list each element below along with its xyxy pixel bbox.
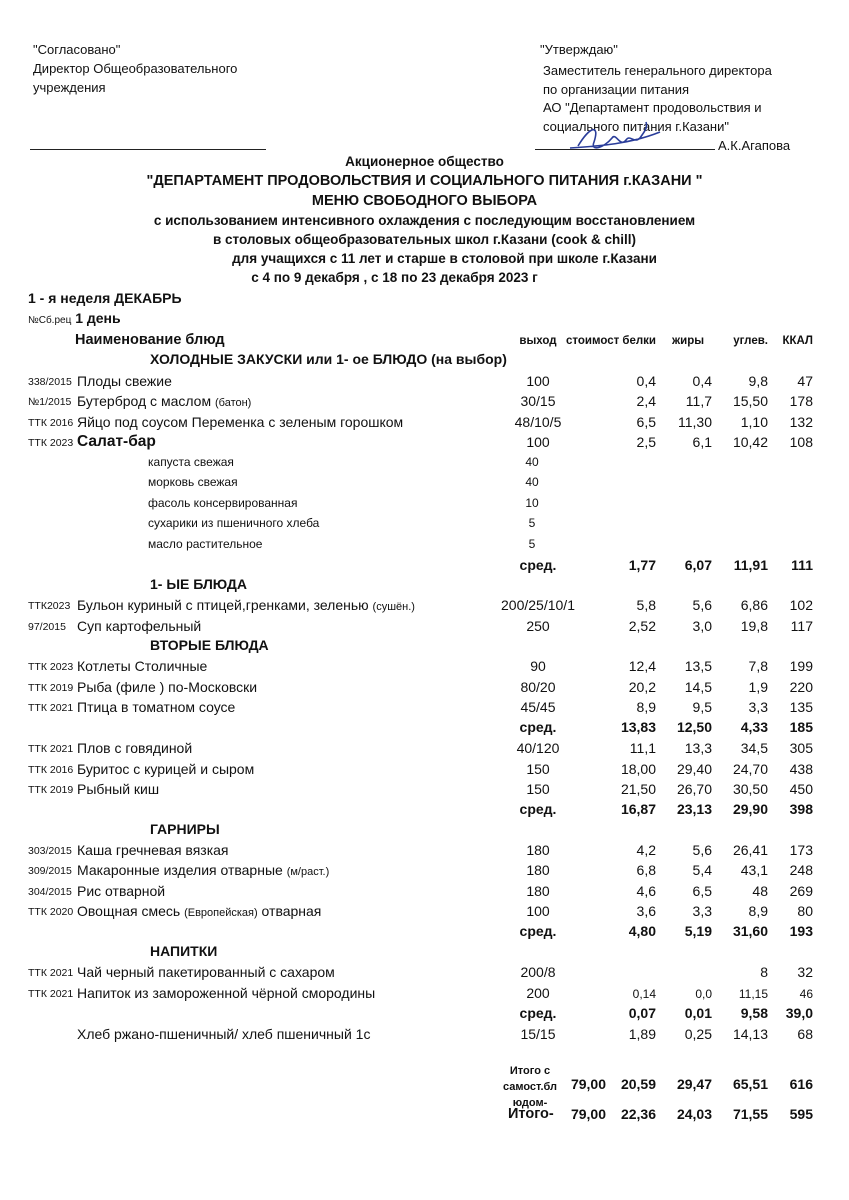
kcal: 178	[789, 393, 813, 409]
dish-name	[77, 903, 321, 919]
section-header	[0, 637, 849, 657]
dish-name	[150, 943, 217, 959]
col-cost: стоимост	[566, 335, 620, 347]
dish-name	[77, 883, 165, 899]
recipe-code: ТТК 2021	[28, 743, 74, 755]
kcal: 46	[799, 987, 813, 1001]
fat: 9,5	[692, 699, 712, 715]
dish-name-text: фасоль консервированная	[148, 496, 298, 510]
table-row	[0, 964, 849, 984]
portion-output: сред.	[519, 801, 557, 817]
average-row	[0, 1005, 849, 1025]
fat: 5,19	[684, 923, 712, 939]
header-line6: для учащихся с 11 лет и старше в столовой при школе г.Казани	[232, 251, 657, 266]
recipe-code: ТТК 2019	[28, 784, 74, 796]
protein: 12,4	[628, 658, 656, 674]
carbs: 30,50	[732, 781, 768, 797]
portion-output: 40	[525, 455, 539, 469]
protein: 8,9	[636, 699, 656, 715]
dish-note: (Европейская)	[184, 907, 258, 919]
dish-name	[77, 433, 156, 451]
signature-icon	[560, 118, 680, 158]
average-row	[0, 557, 849, 577]
recipe-code: 338/2015	[28, 376, 72, 388]
dish-note: (м/раст.)	[286, 866, 330, 878]
approval-right-line3: АО "Департамент продовольствия и	[543, 100, 762, 115]
portion-output: 30/15	[520, 393, 556, 409]
kcal: 39,0	[785, 1005, 813, 1021]
fat: 3,3	[692, 903, 712, 919]
kcal: 220	[789, 679, 813, 695]
carbs: 48	[752, 883, 768, 899]
dish-name-text: 1- ЫЕ БЛЮДА	[150, 576, 247, 592]
dish-name-text: Салат-бар	[77, 433, 156, 450]
dish-name	[77, 393, 251, 409]
recipe-code: 304/2015	[28, 886, 72, 898]
salad-component-row	[0, 516, 849, 536]
portion-output: 40	[525, 475, 539, 489]
portion-output: 40/120	[516, 740, 560, 756]
carbs: 24,70	[732, 761, 768, 777]
carbs: 3,3	[748, 699, 768, 715]
protein: 11,1	[629, 740, 656, 756]
fat: 26,70	[676, 781, 712, 797]
total-fat: 24,03	[676, 1106, 712, 1122]
dish-name	[150, 576, 247, 592]
recipe-code: ТТК 2021	[28, 967, 74, 979]
protein: 6,5	[636, 414, 656, 430]
kcal: 47	[797, 373, 813, 389]
kcal: 248	[789, 862, 813, 878]
portion-output: 200/25/10/1	[501, 597, 575, 613]
table-row	[0, 862, 849, 882]
table-row	[0, 618, 849, 638]
table-row	[0, 903, 849, 923]
total-self-label-2: самост.бл	[502, 1081, 558, 1093]
dish-note: (батон)	[214, 397, 252, 409]
fat: 0,01	[684, 1005, 712, 1021]
portion-output: 10	[525, 496, 539, 510]
dish-name-text: Яйцо под соусом Переменка с зеленым горошком	[77, 414, 404, 430]
portion-output: 5	[528, 537, 536, 551]
table-row	[0, 414, 849, 434]
recipe-code: ТТК 2016	[28, 764, 74, 776]
carbs: 8,9	[748, 903, 768, 919]
dish-name	[77, 964, 335, 980]
protein: 2,5	[636, 434, 656, 450]
recipe-code: 303/2015	[28, 845, 72, 857]
fat: 6,07	[684, 557, 712, 573]
dish-name-text: Суп картофельный	[77, 618, 202, 634]
col-kcal: ККАЛ	[782, 335, 813, 347]
dish-name	[77, 618, 201, 634]
dish-name-text: Каша гречневая вязкая	[77, 842, 229, 858]
dish-name-text: Рыбный киш	[77, 781, 160, 797]
recipe-code: 309/2015	[28, 865, 72, 877]
fat: 0,4	[692, 373, 712, 389]
dish-name-text: НАПИТКИ	[150, 943, 218, 959]
protein: 0,14	[632, 987, 656, 1001]
carbs: 34,5	[740, 740, 768, 756]
approval-left-title: "Согласовано"	[33, 42, 121, 57]
portion-output: 180	[526, 862, 550, 878]
portion-output: 180	[526, 883, 550, 899]
dish-name	[77, 414, 403, 430]
dish-name	[77, 699, 235, 715]
dish-name-text: Плов с говядиной	[77, 740, 193, 756]
table-row	[0, 985, 849, 1005]
total-self-kcal: 616	[789, 1076, 813, 1092]
fat: 6,5	[692, 883, 712, 899]
kcal: 173	[789, 842, 813, 858]
kcal: 199	[789, 658, 813, 674]
carbs: 19,8	[740, 618, 768, 634]
portion-output: 200	[526, 985, 550, 1001]
portion-output: 15/15	[520, 1026, 556, 1042]
table-row	[0, 597, 849, 617]
protein: 4,6	[636, 883, 656, 899]
table-row	[0, 1026, 849, 1046]
fat: 29,40	[676, 761, 712, 777]
portion-output: 250	[526, 618, 550, 634]
dish-name-text: Чай черный пакетированный с сахаром	[77, 964, 335, 980]
protein: 2,52	[628, 618, 656, 634]
carbs: 26,41	[732, 842, 768, 858]
table-row	[0, 373, 849, 393]
kcal: 117	[790, 618, 813, 634]
carbs: 11,91	[733, 557, 768, 573]
total-kcal: 595	[789, 1106, 813, 1122]
portion-output: 100	[526, 434, 550, 450]
recipe-code: 97/2015	[28, 621, 66, 633]
dish-name-text: Овощная смесь	[77, 903, 181, 919]
portion-output: сред.	[519, 719, 557, 735]
carbs: 14,13	[732, 1026, 768, 1042]
portion-output: 45/45	[520, 699, 556, 715]
kcal: 269	[789, 883, 813, 899]
dish-name	[148, 537, 262, 551]
kcal: 111	[791, 557, 813, 573]
average-row	[0, 801, 849, 821]
protein: 4,80	[628, 923, 656, 939]
recipe-code: ТТК 2019	[28, 682, 74, 694]
dish-name-text: ХОЛОДНЫЕ ЗАКУСКИ или 1- ое БЛЮДО (на выбор)	[150, 351, 507, 367]
dish-name-text: Макаронные изделия отварные	[77, 862, 283, 878]
total-self-label-3: юдом-	[512, 1097, 548, 1109]
dish-name-text: Напиток из замороженной чёрной смородины	[77, 985, 376, 1001]
dish-name	[148, 496, 297, 510]
day-number: 1 день	[75, 310, 121, 326]
recipe-label: №Сб.рец	[28, 315, 72, 326]
protein: 4,2	[636, 842, 656, 858]
table-row	[0, 883, 849, 903]
salad-component-row	[0, 475, 849, 495]
kcal: 135	[789, 699, 813, 715]
col-out: выход	[519, 335, 557, 347]
portion-output: 80/20	[520, 679, 556, 695]
carbs: 1,10	[740, 414, 768, 430]
total-cost: 79,00	[570, 1106, 606, 1122]
dish-name-text: Бутерброд с маслом	[77, 393, 212, 409]
recipe-code: ТТК 2023	[28, 437, 74, 449]
dish-name	[77, 740, 192, 756]
signatory-name: А.К.Агапова	[718, 138, 791, 153]
protein: 3,6	[636, 903, 656, 919]
protein: 2,4	[636, 393, 656, 409]
section-header	[0, 943, 849, 963]
kcal: 132	[789, 414, 813, 430]
fat: 11,30	[678, 414, 712, 430]
dish-name-text: масло растительное	[148, 537, 263, 551]
total-self-fat: 29,47	[676, 1076, 712, 1092]
fat: 11,7	[685, 393, 712, 409]
table-row	[0, 699, 849, 719]
protein: 5,8	[636, 597, 656, 613]
protein: 1,77	[628, 557, 656, 573]
table-row	[0, 434, 849, 454]
average-row	[0, 923, 849, 943]
approval-right-line2: по организации питания	[543, 82, 690, 97]
kcal: 80	[797, 903, 813, 919]
kcal: 450	[789, 781, 813, 797]
fat: 13,3	[684, 740, 712, 756]
total-self-cost: 79,00	[570, 1076, 606, 1092]
portion-output: 100	[526, 373, 550, 389]
dish-name-text: Буритос с курицей и сыром	[77, 761, 255, 777]
dish-name	[77, 1026, 370, 1042]
dish-name-text: ВТОРЫЕ БЛЮДА	[150, 637, 269, 653]
total-carbs: 71,55	[732, 1106, 768, 1122]
table-row	[0, 740, 849, 760]
dish-name	[77, 781, 159, 797]
fat: 12,50	[676, 719, 712, 735]
header-line1: Акционерное общество	[345, 154, 504, 169]
approval-right-title: "Утверждаю"	[540, 42, 618, 57]
header-dates: с 4 по 9 декабря , с 18 по 23 декабря 2023 г	[251, 270, 538, 285]
dish-name-text: капуста свежая	[148, 455, 234, 469]
recipe-code: ТТК 2023	[28, 661, 74, 673]
header-menu-title: МЕНЮ СВОБОДНОГО ВЫБОРА	[311, 193, 538, 209]
dish-name-text: Бульон куриный с птицей,гренками, зеленью	[77, 597, 369, 613]
dish-name	[77, 373, 172, 389]
table-header	[0, 332, 849, 352]
dish-name-text: Котлеты Столичные	[77, 658, 208, 674]
dish-name	[148, 455, 234, 469]
protein: 0,07	[628, 1005, 656, 1021]
total-row	[0, 1106, 849, 1126]
table-row	[0, 658, 849, 678]
dish-name	[77, 985, 375, 1001]
header-line5: в столовых общеобразовательных школ г.Казани (cook & chill)	[213, 232, 636, 247]
salad-component-row	[0, 455, 849, 475]
section-header	[0, 821, 849, 841]
dish-name	[77, 679, 257, 695]
dish-name	[148, 516, 319, 530]
section-header	[0, 351, 849, 371]
fat: 0,0	[695, 987, 712, 1001]
dish-name-text: Хлеб ржано-пшеничный/ хлеб пшеничный 1с	[77, 1026, 371, 1042]
portion-output: 5	[528, 516, 536, 530]
fat: 6,1	[692, 434, 712, 450]
total-self-carbs: 65,51	[732, 1076, 768, 1092]
protein: 20,2	[628, 679, 656, 695]
portion-output: 150	[526, 781, 550, 797]
table-row	[0, 393, 849, 413]
salad-component-row	[0, 537, 849, 557]
portion-output: 90	[530, 658, 546, 674]
signature-line-left	[30, 149, 266, 150]
total-label: Итого-	[508, 1106, 554, 1122]
portion-output: 100	[526, 903, 550, 919]
carbs: 1,9	[748, 679, 768, 695]
section-header	[0, 576, 849, 596]
portion-output: 200/8	[520, 964, 556, 980]
dish-name	[150, 637, 269, 653]
total-self-label	[495, 1063, 565, 1111]
protein: 21,50	[620, 781, 656, 797]
carbs: 31,60	[732, 923, 768, 939]
portion-output: сред.	[519, 923, 557, 939]
carbs: 29,90	[732, 801, 768, 817]
fat: 5,4	[692, 862, 712, 878]
recipe-code: ТТК 2021	[28, 988, 74, 1000]
kcal: 305	[789, 740, 813, 756]
col-fat: жиры	[672, 335, 705, 347]
header-org-name: "ДЕПАРТАМЕНТ ПРОДОВОЛЬСТВИЯ И СОЦИАЛЬНОГО ПИТАНИЯ г.КАЗАНИ "	[146, 173, 703, 189]
kcal: 68	[797, 1026, 813, 1042]
fat: 5,6	[692, 842, 712, 858]
col-carbs: углев.	[733, 335, 768, 347]
kcal: 185	[789, 719, 813, 735]
dish-name-text: сухарики из пшеничного хлеба	[148, 516, 320, 530]
dish-name-text: Рис отварной	[77, 883, 166, 899]
dish-note: (сушён.)	[372, 601, 415, 613]
carbs: 10,42	[732, 434, 768, 450]
kcal: 438	[789, 761, 813, 777]
fat: 23,13	[676, 801, 712, 817]
total-protein: 22,36	[620, 1106, 656, 1122]
col-name: Наименование блюд	[75, 332, 225, 348]
dish-name	[77, 597, 415, 613]
dish-name-text: морковь свежая	[148, 475, 238, 489]
portion-output: 180	[526, 842, 550, 858]
kcal: 398	[789, 801, 813, 817]
header-line4: с использованием интенсивного охлаждения с последующим восстановлением	[153, 213, 696, 228]
table-row	[0, 842, 849, 862]
carbs: 15,50	[732, 393, 768, 409]
protein: 6,8	[636, 862, 656, 878]
carbs: 8	[760, 964, 768, 980]
recipe-code: ТТК 2016	[28, 417, 74, 429]
protein: 16,87	[620, 801, 656, 817]
approval-right-line1: Заместитель генерального директора	[543, 63, 772, 78]
kcal: 32	[797, 964, 813, 980]
fat: 13,5	[684, 658, 712, 674]
portion-output: сред.	[519, 557, 557, 573]
protein: 0,4	[636, 373, 656, 389]
table-row	[0, 781, 849, 801]
recipe-code: ТТК 2020	[28, 906, 74, 918]
protein: 1,89	[628, 1026, 656, 1042]
carbs: 9,58	[740, 1005, 768, 1021]
salad-component-row	[0, 496, 849, 516]
carbs: 43,1	[740, 862, 768, 878]
dish-name	[77, 658, 207, 674]
carbs: 7,8	[748, 658, 768, 674]
recipe-code: ТТК 2021	[28, 702, 74, 714]
carbs: 9,8	[748, 373, 768, 389]
kcal: 102	[789, 597, 813, 613]
fat: 3,0	[692, 618, 712, 634]
protein: 18,00	[620, 761, 656, 777]
portion-output: сред.	[519, 1005, 557, 1021]
carbs: 4,33	[740, 719, 768, 735]
fat: 14,5	[684, 679, 712, 695]
portion-output: 150	[526, 761, 550, 777]
kcal: 108	[789, 434, 813, 450]
kcal: 193	[789, 923, 813, 939]
protein: 13,83	[620, 719, 656, 735]
day-label	[28, 310, 121, 326]
average-row	[0, 719, 849, 739]
dish-name-text: Рыба (филе ) по-Московски	[77, 679, 258, 695]
carbs: 11,15	[738, 987, 768, 1001]
recipe-code: ТТК2023	[28, 600, 71, 612]
dish-name	[150, 821, 220, 837]
dish-name-text: ГАРНИРЫ	[150, 821, 220, 837]
dish-name	[148, 475, 238, 489]
dish-name	[77, 862, 329, 878]
portion-output: 48/10/5	[514, 414, 562, 430]
fat: 0,25	[684, 1026, 712, 1042]
table-row	[0, 679, 849, 699]
table-row	[0, 761, 849, 781]
dish-name-suffix: отварная	[261, 903, 322, 919]
week-label: 1 - я неделя ДЕКАБРЬ	[28, 290, 182, 306]
approval-left-line1: Директор Общеобразовательного	[33, 61, 238, 76]
total-self-protein: 20,59	[620, 1076, 656, 1092]
dish-name-text: Птица в томатном соусе	[77, 699, 236, 715]
dish-name	[77, 761, 254, 777]
approval-left-line2: учреждения	[33, 80, 106, 95]
total-self-label-1: Итого с	[509, 1065, 551, 1077]
dish-name-text: Плоды свежие	[77, 373, 172, 389]
fat: 5,6	[692, 597, 712, 613]
col-protein: белки	[622, 335, 656, 347]
dish-name	[150, 351, 507, 367]
recipe-code: №1/2015	[28, 396, 72, 408]
approval-right-line4: социального питания г.Казани"	[543, 119, 729, 134]
carbs: 6,86	[740, 597, 768, 613]
dish-name	[77, 842, 229, 858]
